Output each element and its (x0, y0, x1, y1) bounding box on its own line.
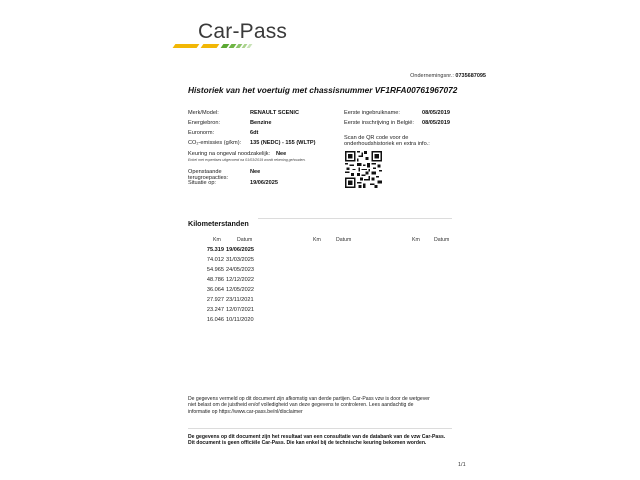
mileage-date: 31/03/2025 (226, 257, 254, 263)
merk-model-label: Merk/Model: (188, 110, 219, 116)
qr-caption-line-2: onderhoudshistoriek en extra info.: (344, 141, 430, 147)
keuring-note: Enkel met expertises uitgevoerd na 01/03/2019 wordt rekening gehouden. (188, 158, 306, 162)
eerste-ingebruikname-value: 08/05/2019 (422, 110, 450, 116)
car-pass-logo-stripes (170, 44, 280, 50)
datum-column-header-1: Datum (237, 237, 253, 243)
mileage-km: 54.965 (206, 267, 224, 273)
co2-emissies-label: CO₂-emissies (g/km): (188, 140, 242, 146)
km-column-header-2: Km (313, 237, 321, 243)
section-divider-top (258, 218, 452, 219)
merk-model-value: RENAULT SCENIC (250, 110, 299, 116)
disclaimer (188, 396, 478, 415)
mileage-km: 16.046 (206, 317, 224, 323)
mileage-date: 19/06/2025 (226, 247, 254, 253)
document-title: Historiek van het voertuig met chassisnummer VF1RFA00761967072 (188, 85, 458, 95)
eerste-inschrijving-value: 08/05/2019 (422, 120, 450, 126)
euronorm-value: 6dt (250, 130, 259, 136)
energiebron-value: Benzine (250, 120, 272, 126)
logo-stripe-yellow-2 (201, 44, 220, 48)
ondernemingsnr-label: Ondernemingsnr.: (410, 73, 454, 79)
keuring-value: Nee (276, 151, 287, 157)
euronorm-label: Euronorm: (188, 130, 215, 136)
situatie-label: Situatie op: (188, 180, 216, 186)
mileage-date: 12/05/2022 (226, 287, 254, 293)
eerste-inschrijving-label: Eerste inschrijving in België: (344, 120, 414, 126)
kilometerstanden-title: Kilometerstanden (188, 219, 249, 228)
mileage-date: 24/05/2023 (226, 267, 254, 273)
mileage-km: 74.012 (206, 257, 224, 263)
logo-stripe-green-5 (247, 44, 253, 48)
footer-line-1: De gegevens op dit document zijn het resultaat van een consultatie van de databank van de vzw Car-Pass. (188, 434, 446, 440)
situatie-value: 19/06/2025 (250, 180, 278, 186)
car-pass-logo-text: Car-Pass (198, 20, 288, 43)
terugroepacties-label-1: Openstaande (188, 169, 222, 175)
footer-line-2: Dit document is geen officiële Car-Pass. Die kan enkel bij de technische keuring bekomen worden. (188, 440, 427, 447)
section-divider-bottom (188, 428, 452, 429)
km-column-header-3: Km (412, 237, 420, 243)
footer-note (188, 434, 478, 447)
logo-stripe-yellow-1 (173, 44, 200, 48)
disclaimer-line-2: niet belast om de juistheid en/of volledigheid van deze gegevens te controleren. Lees aandachtig de (188, 402, 414, 409)
mileage-date: 12/12/2022 (226, 277, 254, 283)
co2-emissies-value: 135 (NEDC) - 155 (WLTP) (250, 140, 316, 146)
km-column-header-1: Km (213, 237, 221, 243)
datum-column-header-2: Datum (336, 237, 352, 243)
eerste-ingebruikname-label: Eerste ingebruikname: (344, 110, 400, 116)
disclaimer-line-3: informatie op https://www.car-pass.be/nl/disclaimer (188, 408, 303, 415)
ondernemingsnr-value: 0735687095 (455, 73, 486, 79)
mileage-km: 75.319 (206, 247, 224, 253)
mileage-km: 36.064 (206, 287, 224, 293)
qr-code[interactable] (345, 151, 382, 188)
keuring-label: Keuring na ongeval noodzakelijk: (188, 151, 271, 157)
qr-caption-line-1: Scan de QR code voor de (344, 135, 409, 141)
terugroepacties-label-2: terugroepacties: (188, 175, 229, 181)
mileage-km: 23.247 (206, 307, 224, 313)
mileage-date: 10/11/2020 (226, 317, 254, 323)
mileage-date: 23/11/2021 (226, 297, 254, 303)
page-indicator: 1/1 (458, 462, 466, 468)
terugroepacties-value: Nee (250, 169, 261, 175)
energiebron-label: Energiebron: (188, 120, 221, 126)
ondernemingsnummer (380, 73, 486, 79)
disclaimer-line-1: De gegevens vermeld op dit document zijn afkomstig van derde partijen. Car-Pass vzw is door de wetgever (188, 396, 430, 402)
mileage-km: 27.927 (206, 297, 224, 303)
datum-column-header-3: Datum (434, 237, 450, 243)
mileage-date: 12/07/2021 (226, 307, 254, 313)
mileage-km: 48.786 (206, 277, 224, 283)
